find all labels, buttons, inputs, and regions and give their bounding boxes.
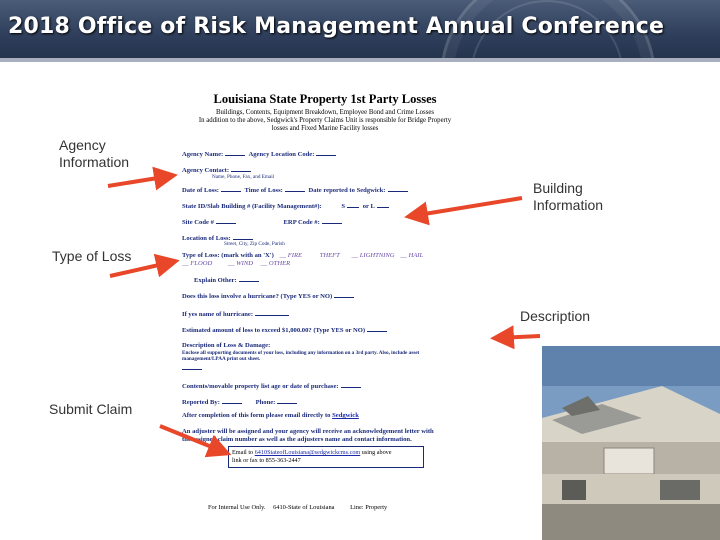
- agency-location-label: Agency Location Code:: [248, 151, 315, 158]
- agency-contact-label: Agency Contact:: [182, 167, 230, 174]
- line-label: Line:: [350, 504, 364, 511]
- after-completion-text: After completion of this form please email directly to: [182, 412, 331, 419]
- page-title: 2018 Office of Risk Management Annual Conference: [8, 14, 665, 39]
- hurricane-question: Does this loss involve a hurricane? (Type YES or NO): [182, 293, 333, 300]
- label-submit-claim: Submit Claim: [49, 401, 133, 417]
- arrow-description: [498, 336, 540, 338]
- option-lightning[interactable]: __ LIGHTNING: [351, 252, 395, 259]
- time-of-loss-label: Time of Loss:: [244, 187, 283, 194]
- type-of-loss-label: Type of Loss: (mark with an 'X'): [182, 252, 274, 259]
- state-code: 6410-State of Louisiana: [273, 504, 335, 511]
- state-id-label: State ID/Slab Building # (Facility Management#):: [182, 203, 322, 210]
- arrow-submit-claim: [160, 426, 224, 452]
- contents-list-label: Contents/movable property list age or date of purchase:: [182, 383, 339, 390]
- adjuster-line-2: the assigned claim number as well as the adjusters name and contact information.: [182, 436, 412, 443]
- label-type-of-loss: Type of Loss: [52, 248, 132, 264]
- line-value: Property: [365, 504, 388, 511]
- explain-other-label: Explain Other:: [194, 277, 237, 284]
- description-body-2: management/LPAA print out sheet.: [182, 356, 261, 362]
- internal-use-label: For Internal Use Only.: [208, 504, 266, 511]
- s-label: S: [341, 203, 346, 210]
- form-subtitle-line-2: In addition to the above, Sedgwick's Property Claims Unit is responsible for Bridge Property: [198, 117, 452, 124]
- site-code-label: Site Code #: [182, 219, 214, 226]
- agency-contact-hint: Name, Phone, Fax, and Email: [212, 174, 275, 180]
- form-title: Louisiana State Property 1st Party Losses: [213, 92, 437, 106]
- damaged-building-illustration: [542, 346, 720, 540]
- arrow-building: [412, 198, 522, 216]
- label-description: Description: [520, 308, 591, 324]
- estimate-question: Estimated amount of loss to exceed $1,000.00?: [182, 327, 312, 334]
- location-of-loss-label: Location of Loss:: [182, 235, 231, 242]
- option-other-label: OTHER: [268, 260, 291, 267]
- label-building-line-2: Information: [533, 197, 604, 213]
- or-l-label: or L: [362, 203, 375, 210]
- phone-label: Phone:: [255, 399, 276, 406]
- option-flood-label: FLOOD: [190, 260, 213, 267]
- label-agency-line-1: Agency: [59, 137, 106, 153]
- label-agency-line-2: Information: [59, 154, 130, 170]
- option-wind[interactable]: __ WIND: [227, 260, 253, 267]
- email-suffix: using above: [361, 449, 392, 456]
- arrow-type-of-loss: [110, 262, 172, 276]
- estimate-hint: (Type YES or NO): [313, 327, 366, 334]
- fax-instruction: link or fax to 855-363-2447: [232, 457, 301, 464]
- date-reported-label: Date reported to Sedgwick:: [308, 187, 386, 194]
- date-of-loss-label: Date of Loss:: [182, 187, 219, 194]
- hurricane-name-label: If yes name of hurricane:: [182, 311, 254, 318]
- option-flood[interactable]: __ FLOOD: [182, 260, 213, 267]
- option-fire[interactable]: __ FIRE: [279, 252, 303, 259]
- form-subtitle-line-3: losses and Fixed Marine Facility losses: [271, 125, 379, 132]
- agency-name-label: Agency Name:: [182, 151, 224, 158]
- option-fire-label: FIRE: [287, 252, 303, 259]
- option-lightning-label: LIGHTNING: [359, 252, 395, 259]
- form-subtitle-line-1: Buildings, Contents, Equipment Breakdown, Employee Bond and Crime Losses: [215, 109, 435, 116]
- option-other[interactable]: __ OTHER: [260, 260, 291, 267]
- description-body-1: Enclose all supporting documents of your loss, including any information on a 3rd party. Also, include asset: [182, 350, 420, 356]
- damaged-building-photo: [542, 346, 720, 540]
- label-building-line-1: Building: [533, 180, 583, 196]
- option-theft-label: THEFT: [319, 252, 340, 259]
- option-hail-label: HAIL: [408, 252, 424, 259]
- sedgwick-link[interactable]: Sedgwick: [332, 412, 359, 419]
- description-title: Description of Loss & Damage:: [182, 342, 271, 349]
- arrow-agency: [108, 176, 170, 186]
- email-link[interactable]: 6410StateofLouisiana@sedgwickcms.com: [254, 449, 361, 456]
- reported-by-label: Reported By:: [182, 399, 220, 406]
- email-prefix: Email to: [232, 449, 254, 456]
- option-hail[interactable]: __ HAIL: [400, 252, 424, 259]
- option-wind-label: WIND: [236, 260, 253, 267]
- erp-code-label: ERP Code #:: [283, 219, 320, 226]
- adjuster-line-1: An adjuster will be assigned and your agency will receive an acknowledgement letter with: [182, 428, 434, 435]
- location-hint: Street, City, Zip Code, Parish: [224, 241, 285, 247]
